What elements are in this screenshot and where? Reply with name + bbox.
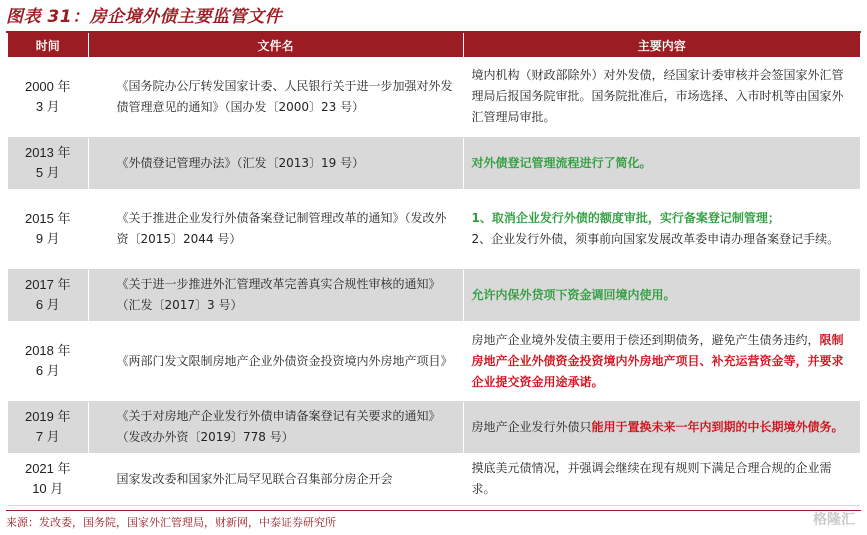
header-document: 文件名 xyxy=(88,33,463,57)
row-document: 《两部门发文限制房地产企业外债资金投资境内外房地产项目》 xyxy=(88,321,463,401)
row-document: 《关于进一步推进外汇管理改革完善真实合规性审核的通知》（汇发〔2017〕3 号） xyxy=(88,269,463,321)
row-time: 2000 年 3 月 xyxy=(8,57,88,137)
page-title: 图表 31：房企境外债主要监管文件 xyxy=(6,7,283,27)
table-row xyxy=(8,57,860,137)
row-content: 1、取消企业发行外债的额度审批，实行备案登记制管理； 2、企业发行外债，须事前向国家发展改革委申请办理备案登记手续。 xyxy=(463,189,860,269)
table-row xyxy=(8,137,860,189)
row-time: 2019 年 7 月 xyxy=(8,401,88,453)
row-content: 房地产企业发行外债只能用于置换未来一年内到期的中长期境外债务。 xyxy=(463,401,860,453)
table-row xyxy=(8,189,860,269)
row-time: 2018 年 6 月 xyxy=(8,321,88,401)
row-document: 《国务院办公厅转发国家计委、人民银行关于进一步加强对外发债管理意见的通知》（国办发〔2000〕23 号） xyxy=(88,57,463,137)
row-time: 2013 年 5 月 xyxy=(8,137,88,189)
table-row xyxy=(8,453,860,505)
source-note: 来源：发改委，国务院，国家外汇管理局，财新网，中泰证券研究所 xyxy=(6,516,336,529)
row-time: 2015 年 9 月 xyxy=(8,189,88,269)
table-row xyxy=(8,321,860,401)
row-content: 境内机构（财政部除外）对外发债，经国家计委审核并会签国家外汇管理局后报国务院审批。国务院批准后，市场选择、入市时机等由国家外汇管理局审批。 xyxy=(463,57,860,137)
footer-divider xyxy=(6,510,861,511)
row-document: 《关于对房地产企业发行外债申请备案登记有关要求的通知》（发改办外资〔2019〕778 号） xyxy=(88,401,463,453)
regulation-table xyxy=(8,33,860,506)
row-time: 2021 年 10 月 xyxy=(8,453,88,505)
row-document: 国家发改委和国家外汇局罕见联合召集部分房企开会 xyxy=(88,453,463,505)
header-time: 时间 xyxy=(8,33,88,57)
row-time: 2017 年 6 月 xyxy=(8,269,88,321)
header-content: 主要内容 xyxy=(463,33,860,57)
table-row xyxy=(8,401,860,453)
row-document: 《关于推进企业发行外债备案登记制管理改革的通知》（发改外资〔2015〕2044 号） xyxy=(88,189,463,269)
row-content: 对外债登记管理流程进行了简化。 xyxy=(463,137,860,189)
row-content: 允许内保外贷项下资金调回境内使用。 xyxy=(463,269,860,321)
table-row xyxy=(8,269,860,321)
table-header-row xyxy=(8,33,860,57)
row-content: 房地产企业境外发债主要用于偿还到期债务，避免产生债务违约，限制房地产企业外债资金投资境内外房地产项目、补充运营资金等，并要求企业提交资金用途承诺。 xyxy=(463,321,860,401)
row-document: 《外债登记管理办法》（汇发〔2013〕19 号） xyxy=(88,137,463,189)
watermark-logo: 格隆汇 xyxy=(813,512,855,528)
row-content: 摸底美元债情况，并强调会继续在现有规则下满足合理合规的企业需求。 xyxy=(463,453,860,505)
